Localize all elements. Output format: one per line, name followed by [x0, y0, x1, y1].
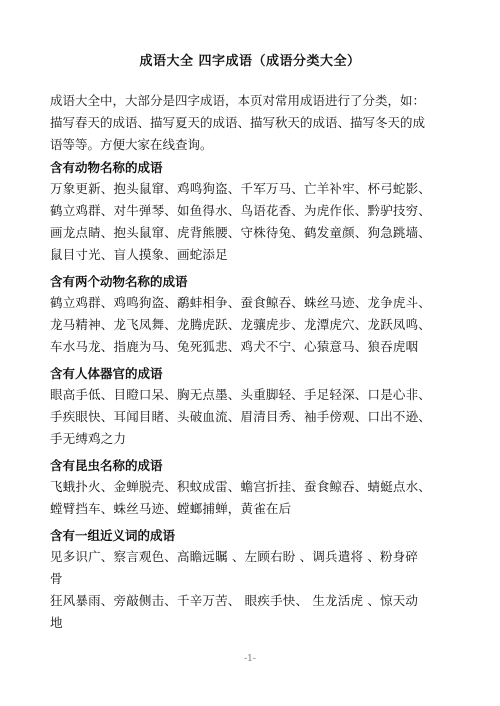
section-body-animals	[50, 178, 462, 266]
intro-paragraph	[50, 90, 460, 156]
intro-line: 描写春天的成语、描写夏天的成语、描写秋天的成语、描写冬天的成	[50, 115, 426, 130]
idiom-line: 眼高手低、目瞪口呆、胸无点墨、头重脚轻、手足轻深、口是心非、	[50, 387, 432, 402]
section-body-two-animals	[50, 292, 462, 358]
idiom-line: 车水马龙、指鹿为马、兔死狐悲、鸡犬不宁、心猿意马、狼吞虎咽	[50, 339, 419, 354]
idiom-line: 手无缚鸡之力	[50, 431, 127, 446]
idiom-line: 万象更新、抱头鼠窜、鸡鸣狗盗、千军万马、亡羊补牢、杯弓蛇影、	[50, 181, 432, 196]
idiom-line: 龙马精神、龙飞凤舞、龙腾虎跃、龙骧虎步、龙潭虎穴、龙跃凤鸣、	[50, 317, 432, 332]
idiom-line: 鹤立鸡群、对牛弹琴、如鱼得水、鸟语花香、为虎作伥、黔驴技穷、	[50, 203, 432, 218]
intro-line: 语等等。方便大家在线查询。	[50, 137, 213, 152]
idiom-line: 鹤立鸡群、鸡鸣狗盗、鹬蚌相争、蚕食鲸吞、蛛丝马迹、龙争虎斗、	[50, 295, 432, 310]
intro-line: 成语大全中，大部分是四字成语，本页对常用成语进行了分类，如：	[50, 93, 426, 108]
section-heading-animals: 含有动物名称的成语	[50, 160, 163, 175]
idiom-line: 见多识广、察言观色、高瞻远瞩 、左顾右盼 、调兵遣将 、粉身碎	[50, 549, 419, 564]
idiom-line: 螳臂挡车、蛛丝马迹、螳螂捕蝉，黄雀在后	[50, 501, 292, 516]
idiom-line: 狂风暴雨、旁敲侧击、千辛万苦、 眼疾手快、 生龙活虎 、惊天动	[50, 593, 419, 608]
idiom-line: 鼠目寸光、盲人摸象、画蛇添足	[50, 247, 228, 262]
page-title: 成语大全 四字成语（成语分类大全）	[139, 54, 361, 69]
section-heading-two-animals: 含有两个动物名称的成语	[50, 274, 188, 289]
page-number: -1-	[244, 654, 256, 664]
section-body-synonyms	[50, 546, 462, 634]
section-body-body-organs	[50, 384, 462, 450]
section-heading-body-organs: 含有人体器官的成语	[50, 366, 163, 381]
idiom-line: 手疾眼快、耳闻目睹、头破血流、眉清目秀、袖手傍观、口出不逊、	[50, 409, 432, 424]
idiom-line: 骨	[50, 571, 63, 586]
section-heading-insects: 含有昆虫名称的成语	[50, 458, 163, 473]
section-body-insects	[50, 476, 462, 520]
idiom-line: 画龙点睛、抱头鼠窜、虎背熊腰、守株待兔、鹤发童颜、狗急跳墙、	[50, 225, 432, 240]
idiom-line: 飞蛾扑火、金蝉脱壳、积蚊成雷、蟾宫折挂、蚕食鲸吞、蜻蜓点水、	[50, 479, 432, 494]
section-heading-synonyms: 含有一组近义词的成语	[50, 528, 176, 543]
idiom-line: 地	[50, 615, 63, 630]
